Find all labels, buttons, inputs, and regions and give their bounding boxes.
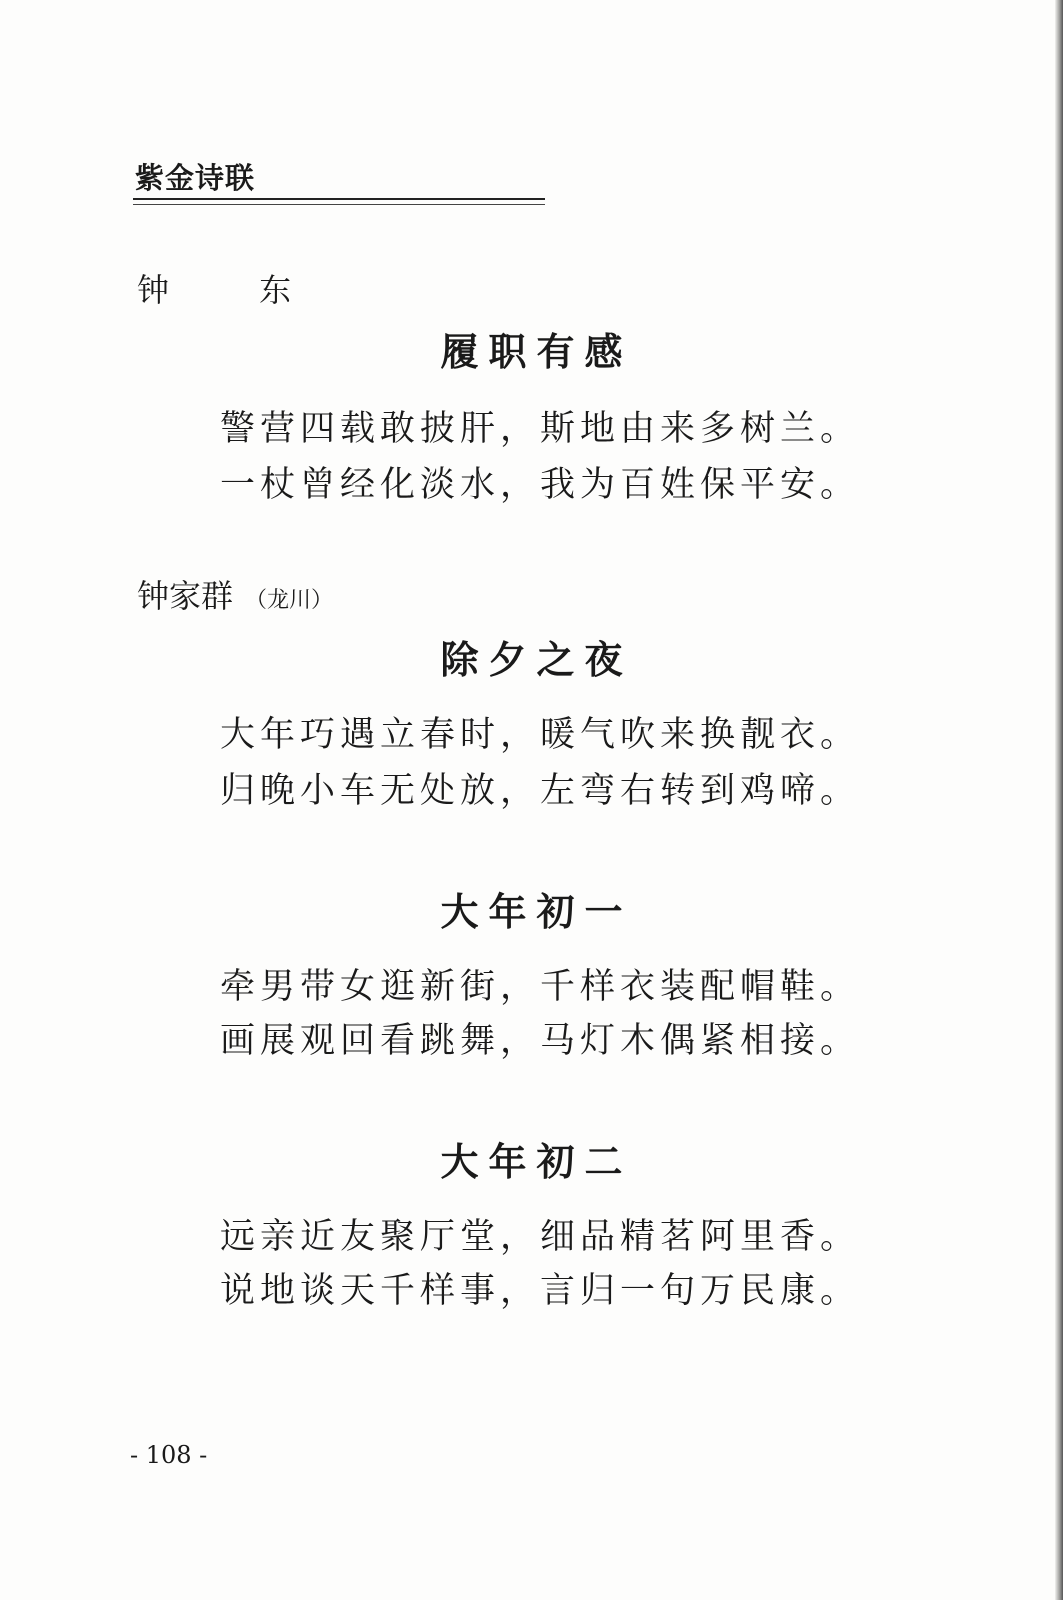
running-head: 紫金诗联 bbox=[135, 161, 256, 195]
poem-title: 大年初二 bbox=[440, 1139, 633, 1184]
poem-line: 警营四载敢披肝，斯地由来多树兰。 bbox=[220, 409, 861, 449]
poem-line: 牵男带女逛新街，千样衣装配帽鞋。 bbox=[220, 967, 861, 1007]
page-number: - 108 - bbox=[130, 1441, 208, 1469]
poem-line: 大年巧遇立春时，暖气吹来换靓衣。 bbox=[220, 715, 861, 755]
poem-line: 一杖曾经化淡水，我为百姓保平安。 bbox=[220, 465, 861, 505]
poem-line: 说地谈天千样事，言归一句万民康。 bbox=[220, 1271, 861, 1311]
poem-line: 画展观回看跳舞，马灯木偶紧相接。 bbox=[220, 1021, 861, 1061]
poem-line: 归晚小车无处放，左弯右转到鸡啼。 bbox=[220, 771, 861, 811]
page-edge-shadow bbox=[1055, 0, 1063, 1600]
header-rule-thin bbox=[133, 204, 545, 205]
author-name bbox=[137, 576, 333, 621]
poem-title: 除夕之夜 bbox=[440, 637, 633, 682]
poem-title: 大年初一 bbox=[440, 889, 633, 934]
poem-line: 远亲近友聚厅堂，细品精茗阿里香。 bbox=[220, 1217, 861, 1257]
header-rule bbox=[133, 198, 545, 200]
poem-title: 履职有感 bbox=[440, 329, 633, 374]
author-name: 钟 东 bbox=[137, 271, 332, 309]
author-name-text: 钟家群 bbox=[137, 577, 234, 615]
author-place: （龙川） bbox=[245, 588, 334, 613]
